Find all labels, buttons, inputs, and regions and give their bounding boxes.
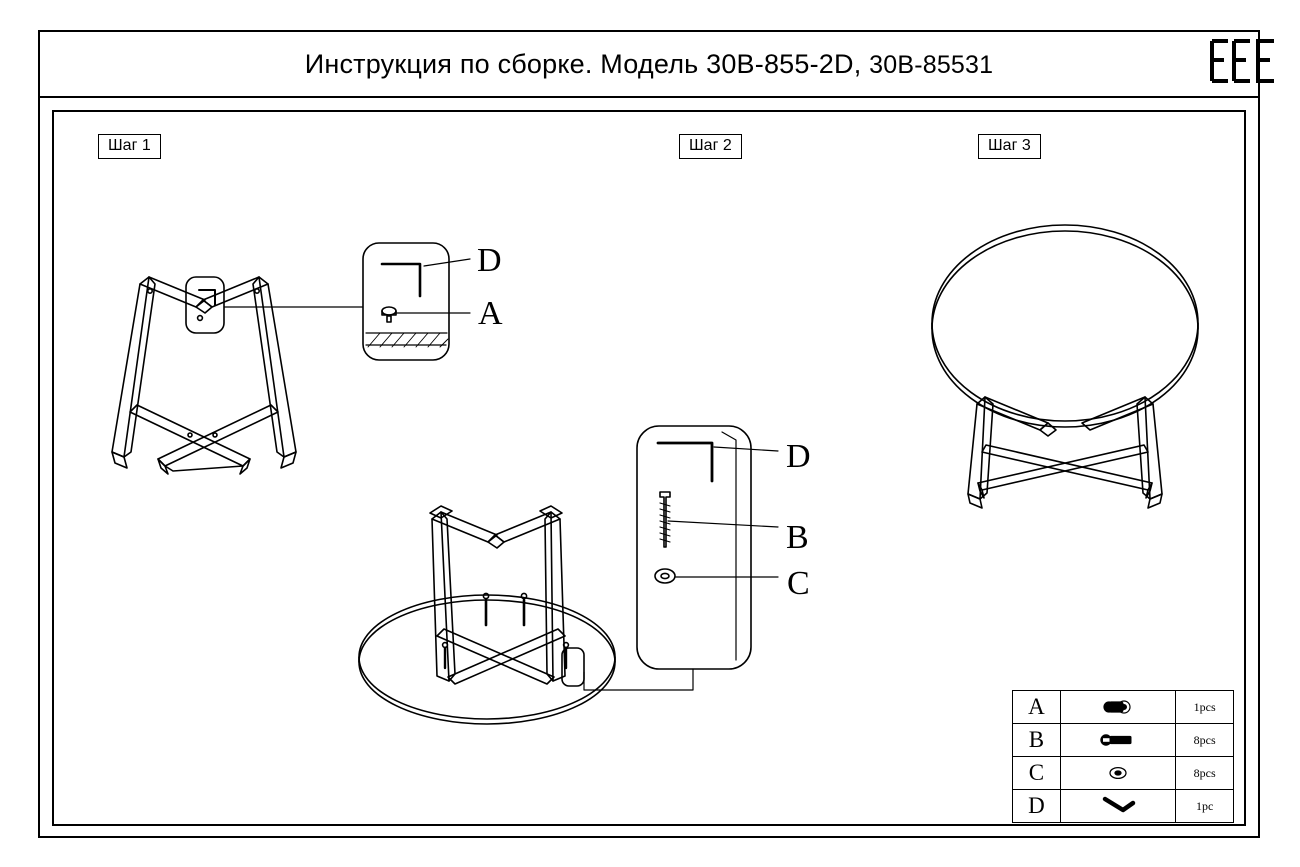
step-label-1: Шаг 1 xyxy=(98,134,161,159)
table-row xyxy=(1013,724,1234,757)
table-row xyxy=(1013,757,1234,790)
page-title xyxy=(305,49,994,80)
step-label-3: Шаг 3 xyxy=(978,134,1041,159)
part-qty-d: 1pc xyxy=(1176,790,1234,823)
bolt-icon xyxy=(1061,692,1176,722)
screw-icon xyxy=(1061,725,1176,755)
callout-letter-a-step1: A xyxy=(478,295,503,332)
callout-letter-b-step2: B xyxy=(786,519,809,556)
part-letter-d: D xyxy=(1013,790,1061,823)
hex-key-icon xyxy=(1061,791,1176,821)
table-row xyxy=(1013,691,1234,724)
part-icon-cell-b xyxy=(1060,724,1176,757)
part-letter-c: C xyxy=(1013,757,1061,790)
part-letter-a: A xyxy=(1013,691,1061,724)
callout-letter-c-step2: C xyxy=(787,565,810,602)
title-separator: , xyxy=(853,48,862,79)
callout-letter-d-step1: D xyxy=(477,242,502,279)
part-qty-b: 8pcs xyxy=(1176,724,1234,757)
title-main-text: Инструкция по сборке. Модель 30В-855-2D xyxy=(304,48,854,79)
part-letter-b: B xyxy=(1013,724,1061,757)
eac-mark-icon xyxy=(1208,38,1278,84)
part-icon-cell-c xyxy=(1060,757,1176,790)
part-icon-cell-d xyxy=(1060,790,1176,823)
step-label-2: Шаг 2 xyxy=(679,134,742,159)
part-qty-a: 1pcs xyxy=(1176,691,1234,724)
parts-list-table xyxy=(1012,690,1234,823)
part-qty-c: 8pcs xyxy=(1176,757,1234,790)
title-bar xyxy=(40,32,1258,98)
title-second-model: 30В-85531 xyxy=(869,50,994,79)
washer-icon xyxy=(1061,758,1176,788)
table-row xyxy=(1013,790,1234,823)
callout-letter-d-step2: D xyxy=(786,438,811,475)
part-icon-cell-a xyxy=(1060,691,1176,724)
